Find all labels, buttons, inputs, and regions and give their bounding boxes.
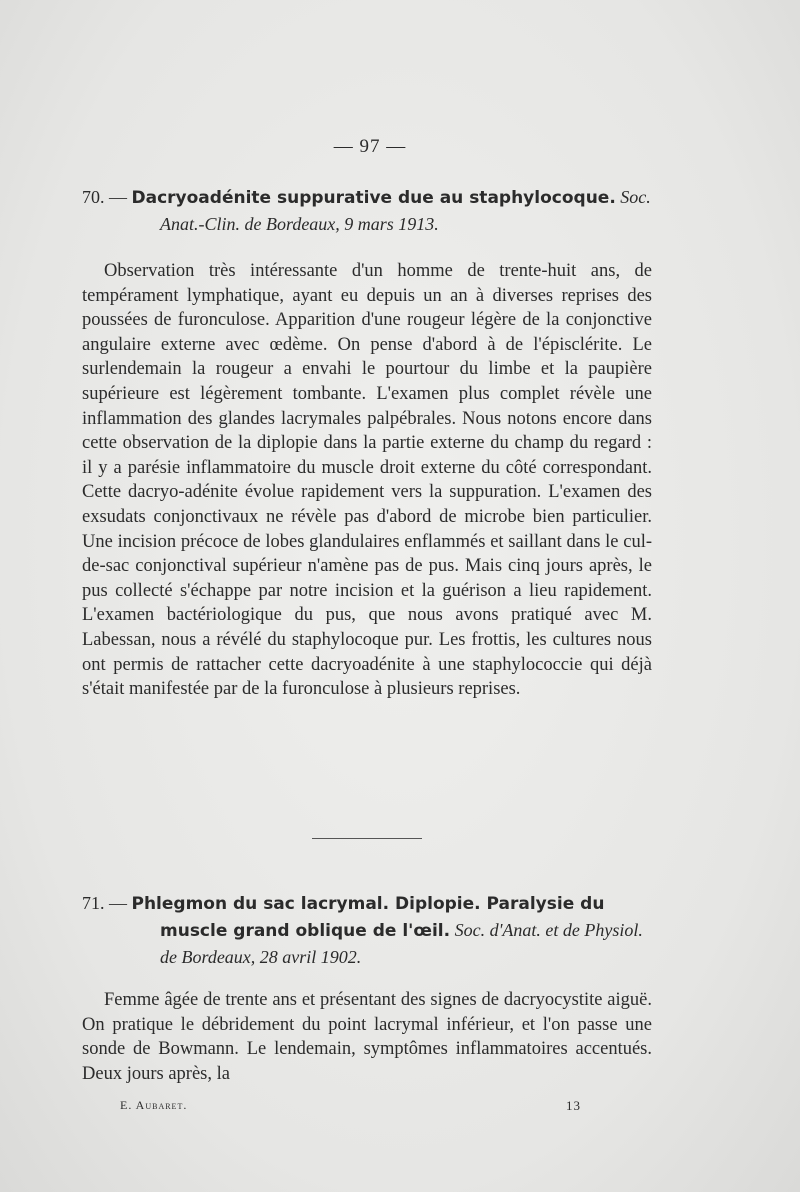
author-signature: E. Aubaret. <box>120 1098 188 1112</box>
section-divider <box>312 838 422 839</box>
entry-reference-continued: de Bordeaux, 28 avril 1902. <box>160 947 362 967</box>
entry-reference-continued: Anat.-Clin. de Bordeaux, 9 mars 1913. <box>160 214 439 234</box>
entry-reference: Soc. <box>620 187 651 207</box>
entry-number: 70. — <box>82 187 127 207</box>
page-number: — 97 — <box>333 136 407 157</box>
entry-title: Dacryoadénite suppurative due au staphylocoque. <box>131 188 616 208</box>
entry-paragraph: Femme âgée de trente ans et présentant des signes de dacryocystite aiguë. On pratique le débridement du point lacrymal inférieur, et l'on passe une sonde de Bowmann. Le lendemain, symptômes inflammatoires accentués. Deux jours après, la <box>82 990 652 1084</box>
sheet-number: 13 <box>566 1098 581 1113</box>
entry-71-body <box>82 988 652 1086</box>
entry-title-continued: muscle grand oblique de l'œil. <box>160 921 451 941</box>
entry-title: Phlegmon du sac lacrymal. Diplopie. Paralysie du <box>131 894 605 914</box>
entry-70-heading <box>82 184 662 237</box>
entry-70-body <box>82 259 652 702</box>
entry-number: 71. — <box>82 893 127 913</box>
entry-71-heading <box>82 890 672 970</box>
page-footer <box>120 1098 620 1113</box>
entry-paragraph: Observation très intéressante d'un homme de trente-huit ans, de tempérament lymphatique, ayant eu depuis un an à diverses reprises des poussées de furonculose. Apparition d'une rougeur légère de la conjonctive angulaire externe avec œdème. On pense d'abord à de l'épisclérite. Le surlendemain la rougeur a envahi le pourtour du limbe et la paupière supérieure est légèrement tombante. L'examen plus complet révèle une inflammation des glandes lacrymales palpébrales. Nous notons encore dans cette observation de la diplopie dans la partie externe du champ du regard : il y a parésie inflammatoire du muscle droit externe du côté correspondant. Cette dacryo-adénite évolue rapidement vers la suppuration. L'examen des exsudats conjonctivaux ne révèle pas d'abord de microbe bien particulier. Une incision précoce de lobes glandulaires enflammés et saillant dans le cul-de-sac conjonctival supérieur n'amène pas de pus. Mais cinq jours après, le pus collecté s'échappe par notre incision et la guérison a lieu rapidement. L'examen bactériologique du pus, que nous avons pratiqué avec M. Labessan, nous a révélé du staphylocoque pur. Les frottis, les cultures nous ont permis de rattacher cette dacryoadénite à une staphylococcie qui déjà s'était manifestée par de la furonculose à plusieurs reprises. <box>82 261 652 700</box>
entry-reference: Soc. d'Anat. et de Physiol. <box>454 920 643 940</box>
